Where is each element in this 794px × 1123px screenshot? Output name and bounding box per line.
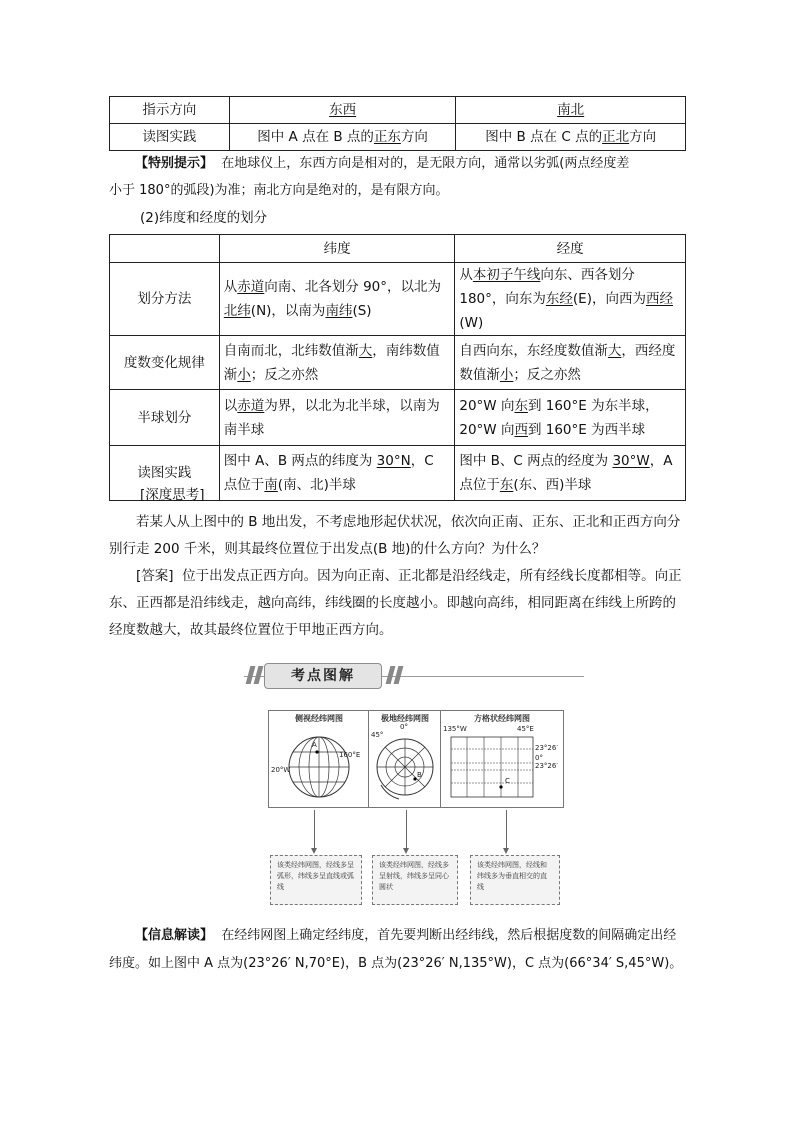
cell: 南北 [456, 97, 686, 124]
lat-label: 23°26′ [535, 762, 558, 770]
cell: 图中 B 点在 C 点的正北方向 [456, 124, 686, 151]
row-label: 指示方向 [110, 97, 230, 124]
table-row [110, 263, 686, 336]
cell: 东西 [229, 97, 456, 124]
lon-label: 160°E [339, 751, 361, 759]
cell-lon: 从本初子午线向东、西各划分 180°，向东为东经(E)，向西为西经(W) [455, 263, 686, 336]
table-row [110, 97, 686, 124]
lon-label: 0° [400, 723, 408, 731]
cell-lon: 20°W 向东到 160°E 为东半球，20°W 向西到 160°E 为西半球 [455, 390, 686, 446]
lon-label: 45° [371, 731, 384, 739]
table-row [110, 390, 686, 446]
panel-polar-view [368, 710, 442, 808]
table-row [110, 336, 686, 390]
cell-lat: 图中 A、B 两点的纬度为 30°N，C 点位于南(南、北)半球 [219, 446, 455, 501]
special-tip: 【特别提示】 在地球仪上，东西方向是相对的，是无限方向，通常以劣弧(两点经度差 [135, 156, 630, 171]
row-label: 半球划分 [110, 390, 220, 446]
cell-lat: 自南而北，北纬数值渐大，南纬数值渐小；反之亦然 [219, 336, 455, 390]
desc-box: 该类经纬网图，经线和纬线多为垂直相交的直线 [470, 855, 560, 905]
panel-side-view [268, 710, 370, 808]
row-label: 读图实践 [110, 446, 220, 501]
row-label: 划分方法 [110, 263, 220, 336]
lat-lon-table [109, 234, 686, 501]
cell-lon: 图中 B、C 两点的经度为 30°W，A 点位于东(东、西)半球 [455, 446, 686, 501]
side-view-globe-graphic [269, 723, 369, 807]
deep-question: 若某人从上图中的 B 地出发，不考虑地形起伏状况，依次向正南、正东、正北和正西方向分别行走 200 千米，则其最终位置位于出发点(B 地)的什么方向？为什么？ [109, 514, 681, 557]
col-header-lat: 纬度 [219, 235, 455, 263]
deep-answer: [答案] 位于出发点正西方向。因为向正南、正北都是沿经线走，所有经线长度都相等。向正东、正西都是沿纬线走，越向高纬，纬线圈的长度越小。即越向高纬，相同距离在纬线上所跨的经度数越大，故其最终位置位于甲地正西方向。 [109, 568, 682, 638]
cell: 图中 A 点在 B 点的正东方向 [229, 124, 456, 151]
banner-title: 考点图解 [264, 663, 382, 689]
direction-table [109, 96, 686, 151]
point-a-label: A [312, 741, 317, 749]
figure-banner [244, 660, 584, 690]
cell-lat: 以赤道为界，以北为北半球，以南为南半球 [219, 390, 455, 446]
lon-label: 20°W [271, 766, 291, 774]
section-title: (2)纬度和经度的划分 [140, 210, 268, 226]
lat-label: 23°26′ [535, 744, 558, 752]
point-b-label: B [417, 771, 422, 779]
panel-title: 方格状经纬网图 [474, 714, 530, 723]
desc-box: 该类经纬网图，经线多呈弧形，纬线多呈直线或弧线 [270, 855, 362, 905]
deep-label: [深度思考] [140, 487, 205, 503]
info-label: 【信息解读】 [135, 928, 214, 943]
point-c-label: C [505, 777, 510, 785]
lon-label: 45°E [517, 725, 534, 733]
lat-label: 0° [535, 754, 543, 762]
info-reading: 【信息解读】 在经纬网图上确定经纬度，首先要判断出经纬线，然后根据度数的间隔确定出经纬度。如上图中 A 点为(23°26′ N,70°E)，B 点为(23°26′ N,135°W)，C 点为(66°34′ S,45°W)。 [109, 928, 683, 971]
col-header-lon: 经度 [455, 235, 686, 263]
diagram-figure [244, 660, 584, 910]
panel-grid-view [440, 710, 564, 808]
row-label: 读图实践 [110, 124, 230, 151]
cell-lat: 从赤道向南、北各划分 90°，以北为北纬(N)，以南为南纬(S) [219, 263, 455, 336]
answer-label: [答案] [136, 568, 174, 584]
row-label: 度数变化规律 [110, 336, 220, 390]
table-header-row [110, 235, 686, 263]
panel-title: 极地经纬网图 [381, 714, 429, 723]
table-row [110, 124, 686, 151]
cell-lon: 自西向东，东经度数值渐大，西经度数值渐小；反之亦然 [455, 336, 686, 390]
panel-title: 侧视经纬网图 [295, 714, 343, 723]
lon-label: 135°W [443, 725, 467, 733]
special-tip-cont: 小于 180°的弧段)为准；南北方向是绝对的，是有限方向。 [109, 183, 449, 198]
desc-box: 该类经纬网图，经线多呈射线，纬线多呈同心圆状 [372, 855, 458, 905]
